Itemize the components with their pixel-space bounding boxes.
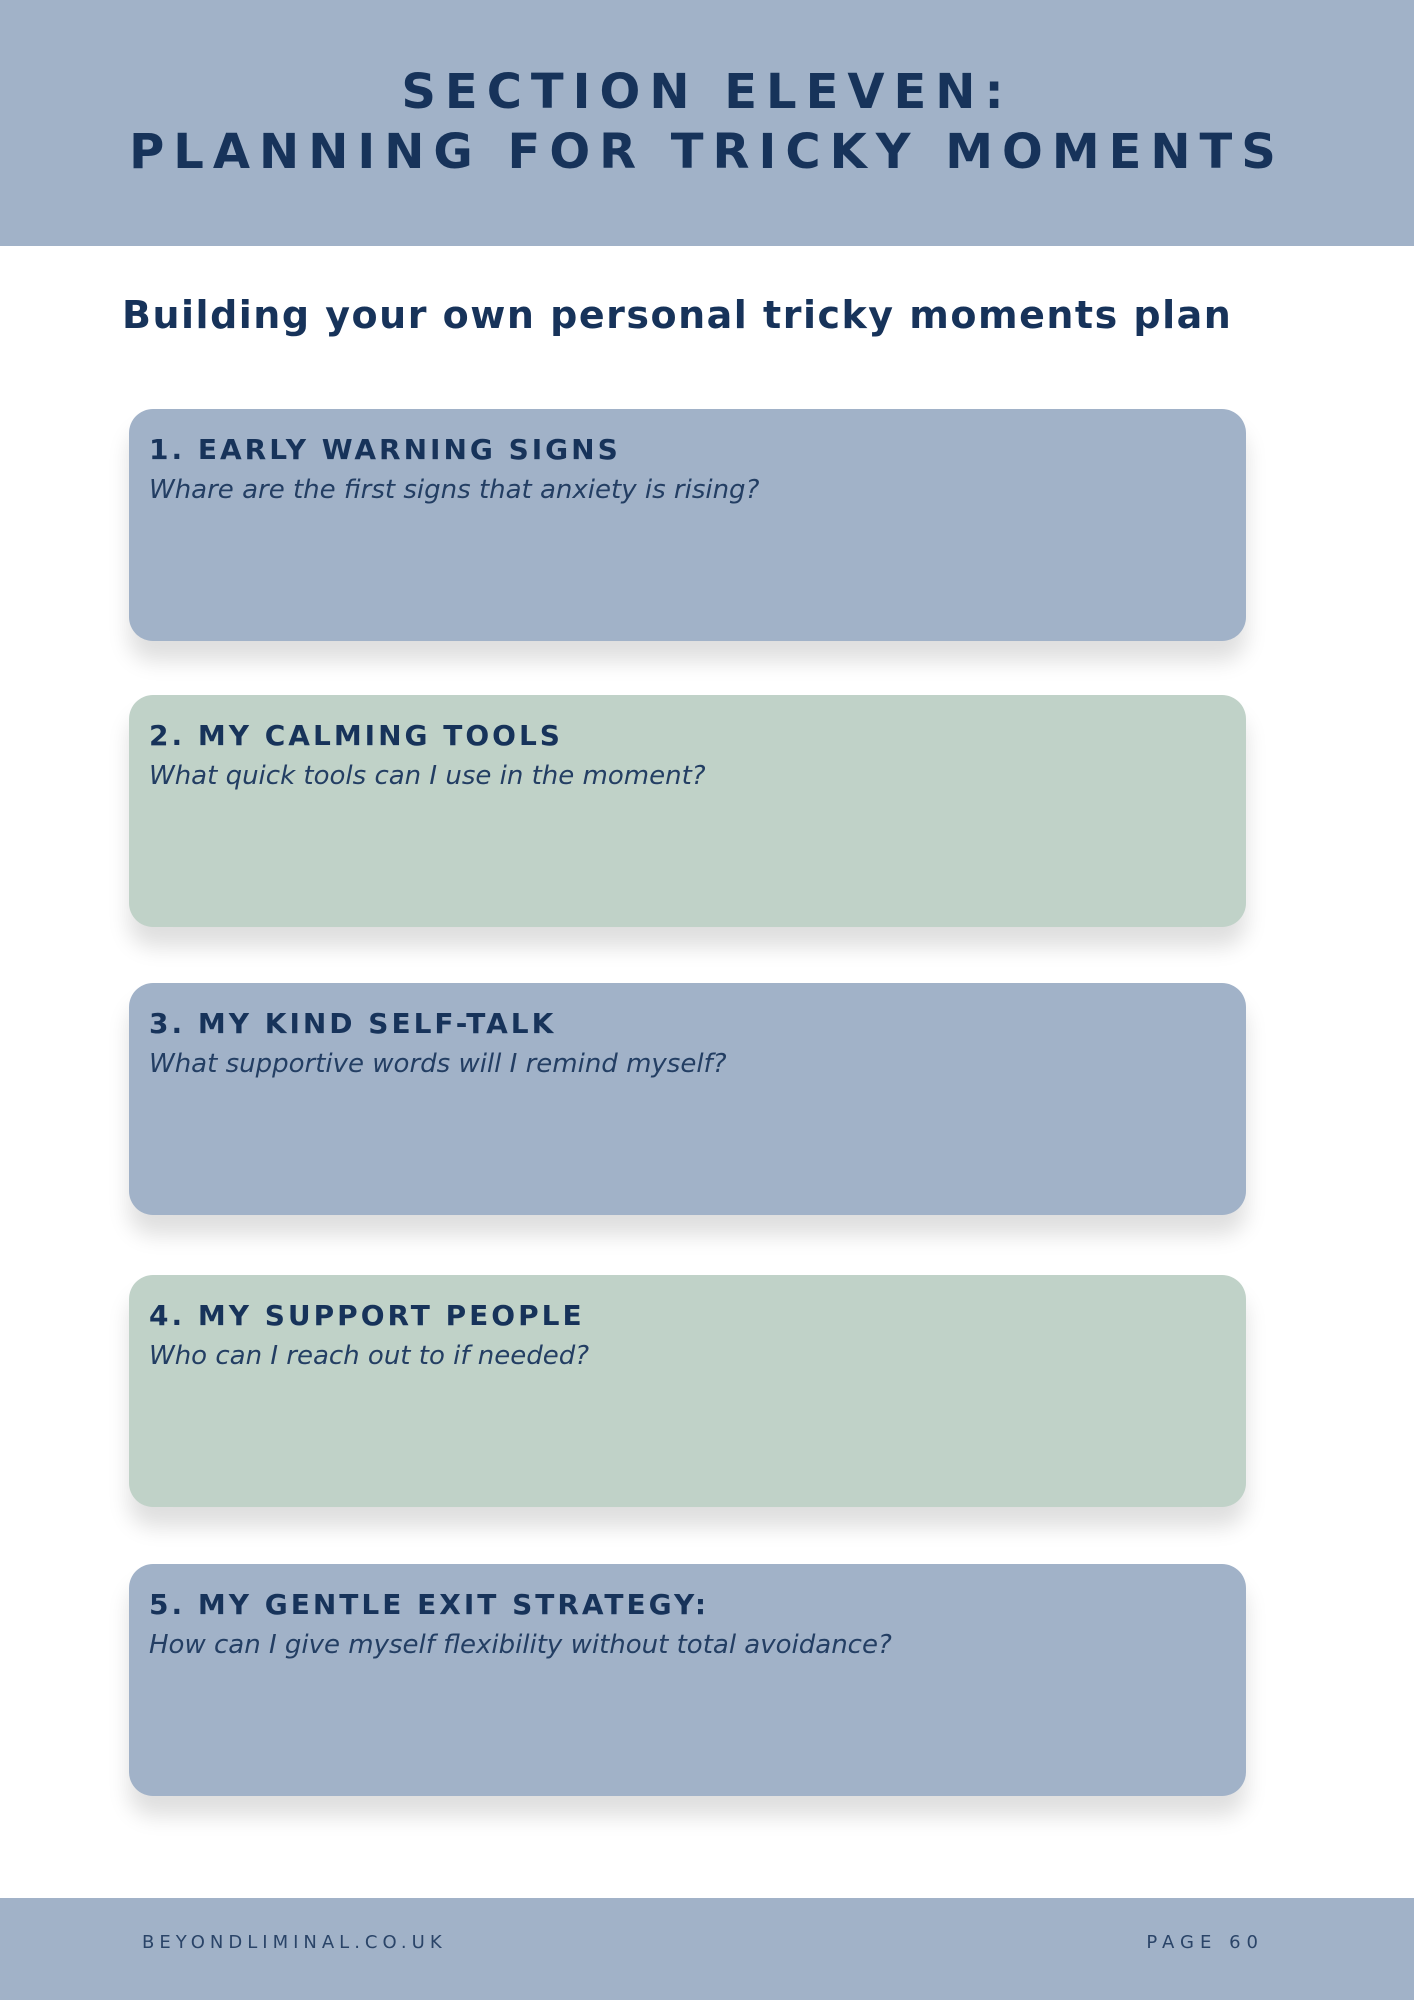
section-title (0, 62, 1414, 182)
card-title: 1. EARLY WARNING SIGNS (149, 433, 621, 466)
card-kind-self-talk (129, 983, 1246, 1215)
card-prompt: What supportive words will I remind myself? (149, 1049, 727, 1079)
card-title: 2. MY CALMING TOOLS (149, 719, 563, 752)
card-title: 3. MY KIND SELF-TALK (149, 1007, 557, 1040)
card-prompt: Whare are the first signs that anxiety is rising? (149, 475, 760, 505)
card-early-warning-signs (129, 409, 1246, 641)
card-prompt: How can I give myself flexibility without total avoidance? (149, 1630, 892, 1660)
page-subtitle: Building your own personal tricky moments plan (122, 293, 1233, 337)
card-gentle-exit-strategy (129, 1564, 1246, 1796)
card-prompt: What quick tools can I use in the moment? (149, 761, 706, 791)
card-prompt: Who can I reach out to if needed? (149, 1341, 590, 1371)
card-title: 4. MY SUPPORT PEOPLE (149, 1299, 585, 1332)
card-support-people (129, 1275, 1246, 1507)
section-title-line-2: PLANNING FOR TRICKY MOMENTS (129, 124, 1285, 180)
footer-website: BEYONDLIMINAL.CO.UK (142, 1932, 447, 1953)
card-title: 5. MY GENTLE EXIT STRATEGY: (149, 1588, 710, 1621)
page-number: PAGE 60 (1146, 1932, 1264, 1953)
card-calming-tools (129, 695, 1246, 927)
section-title-line-1: SECTION ELEVEN: (401, 64, 1013, 120)
